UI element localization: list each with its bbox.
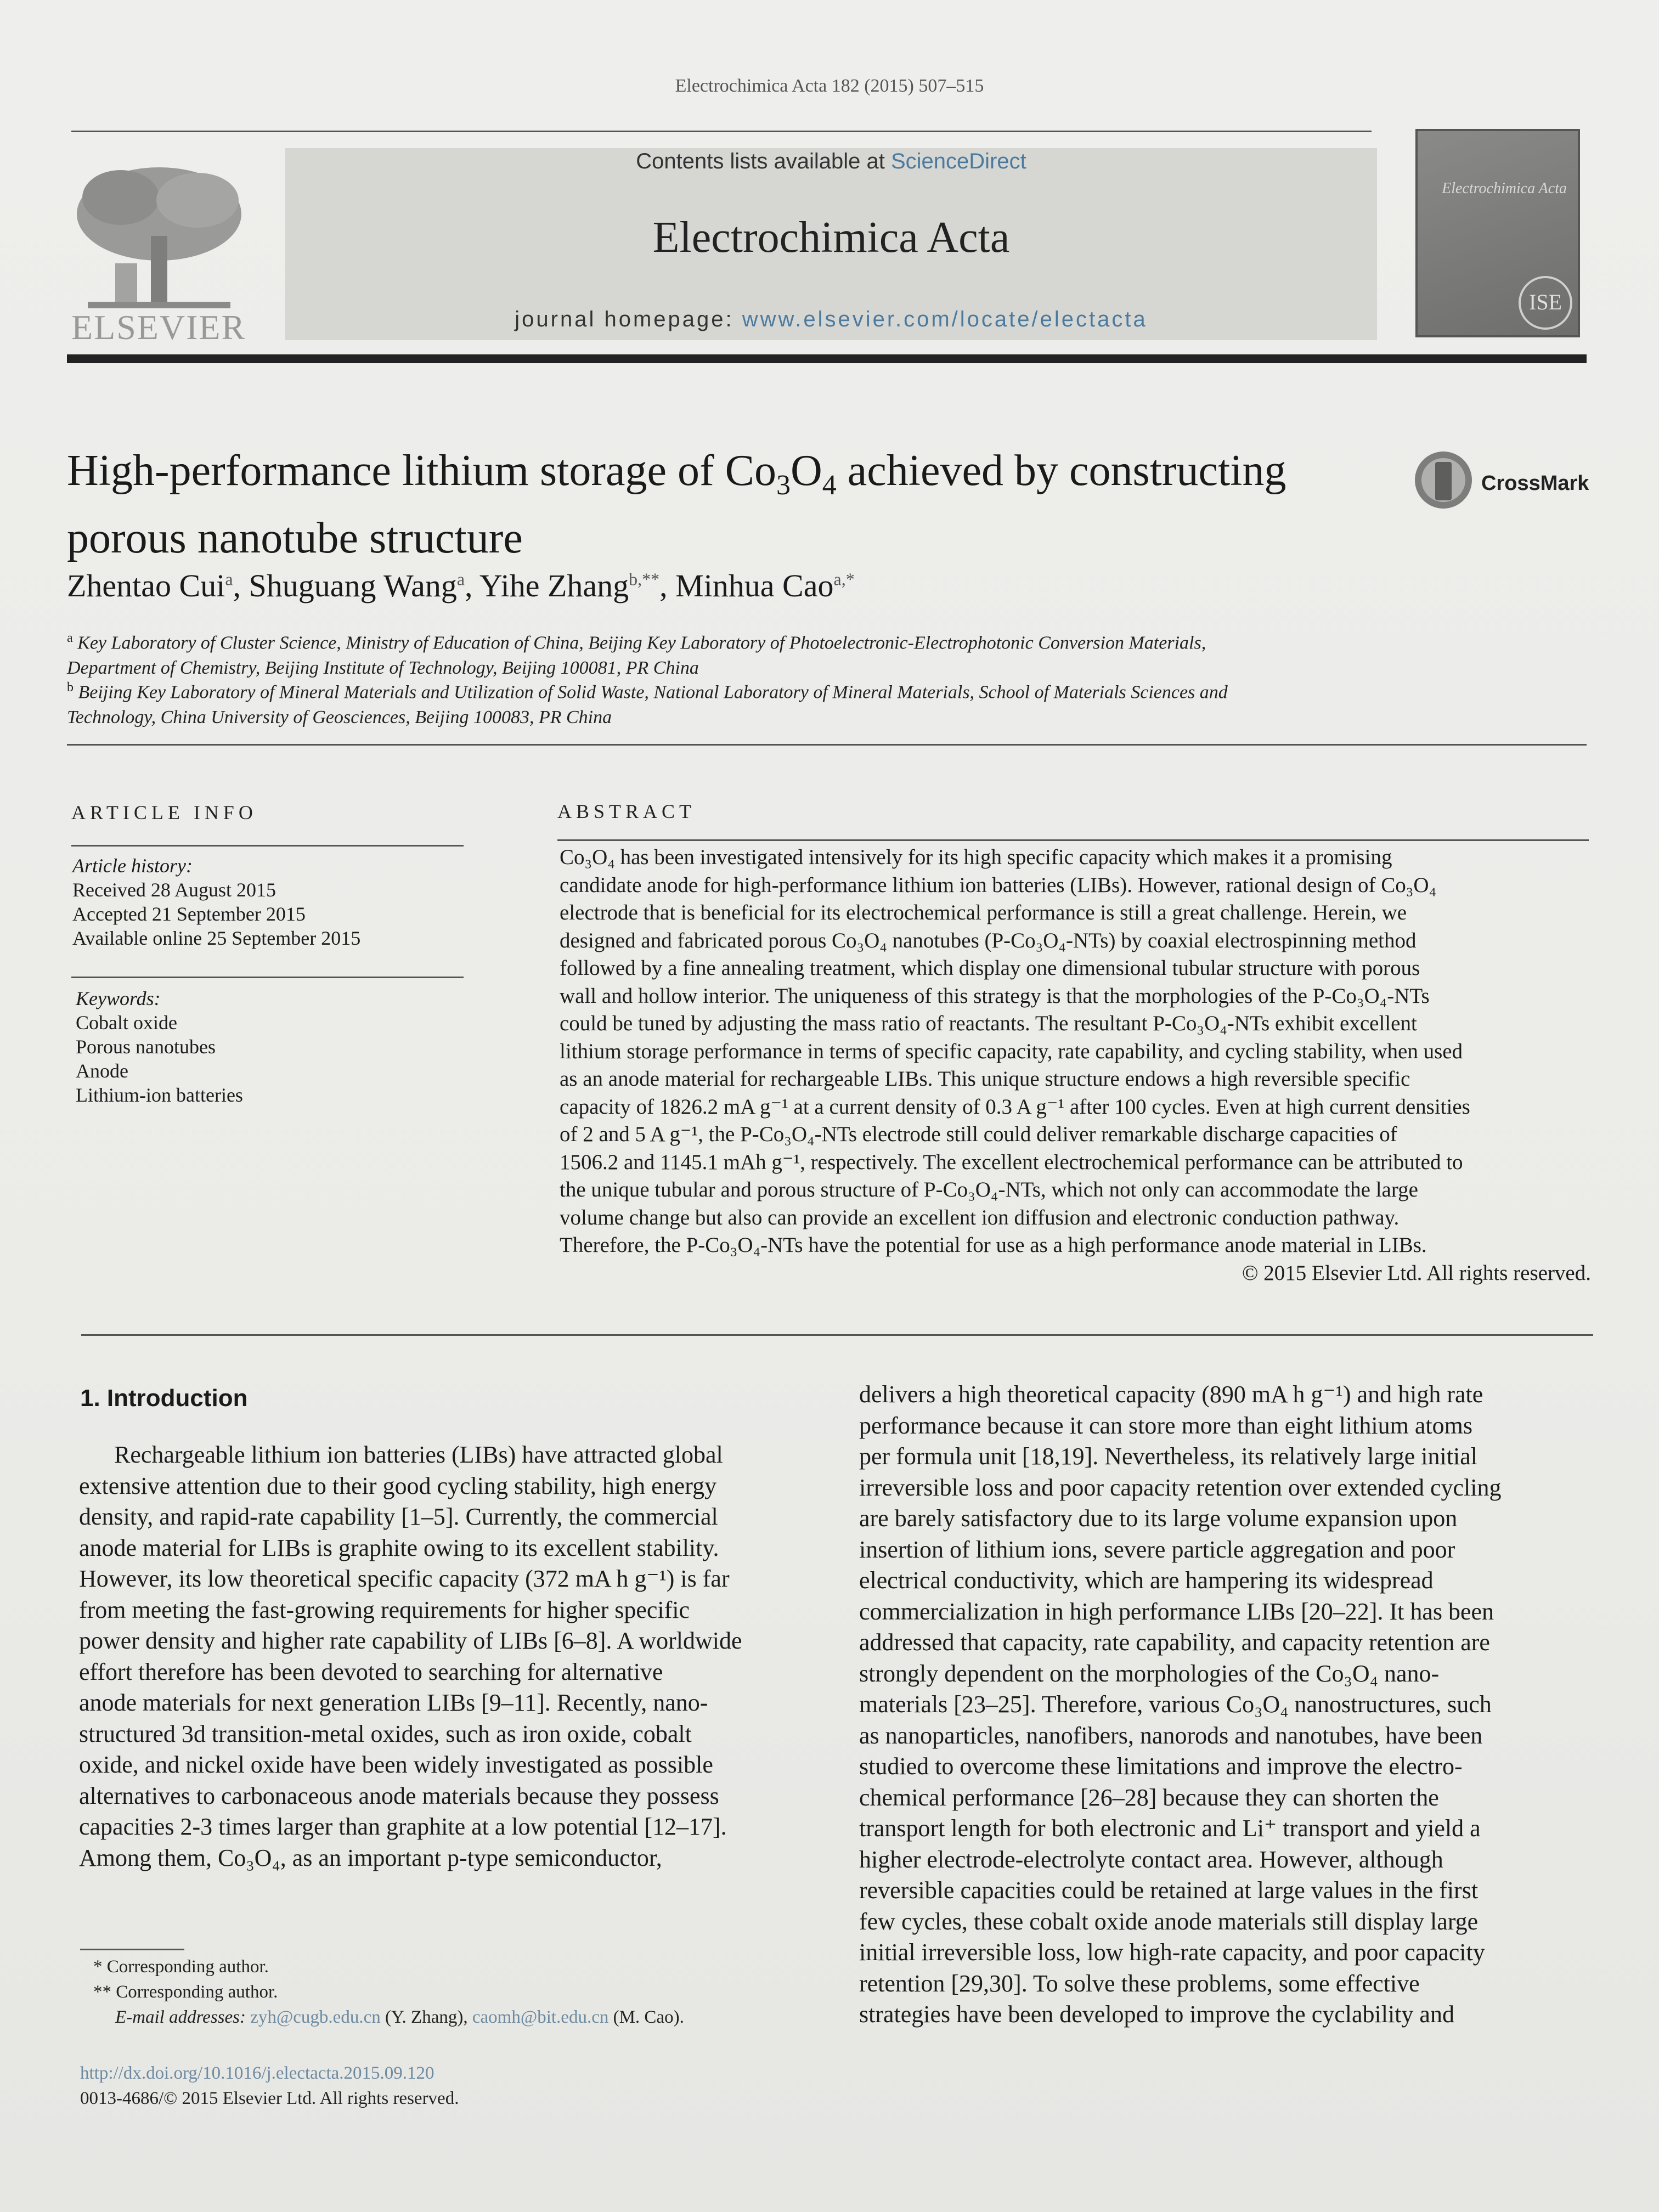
abstract-line: Co₃O₄ has been investigated intensively for its high specific capacity which makes it a promising: [560, 845, 1392, 869]
footnote-corresponding-1: * Corresponding author.: [93, 1957, 269, 1977]
affiliation-a: [67, 625, 1603, 681]
journal-cover: [1415, 129, 1580, 337]
body-line: anode material for LIBs is graphite owing to its excellent stability.: [79, 1534, 719, 1561]
abstract-line: wall and hollow interior. The uniqueness of this strategy is that the morphologies of the P-Co₃O₄-NTs: [560, 984, 1430, 1008]
body-line: studied to overcome these limitations and improve the electro-: [859, 1753, 1463, 1780]
author[interactable]: [479, 568, 659, 603]
journal-homepage: [285, 307, 1377, 332]
body-line: per formula unit [18,19]. Nevertheless, its relatively large initial: [859, 1443, 1477, 1470]
body-left-column: [79, 1440, 811, 1874]
abstract-line: candidate anode for high-performance lithium ion batteries (LIBs). However, rational design of Co₃O₄: [560, 873, 1437, 897]
email-link[interactable]: zyh@cugb.edu.cn: [250, 2007, 381, 2027]
contents-prefix: Contents lists available at: [636, 149, 891, 173]
abstract-line: designed and fabricated porous Co₃O₄ nanotubes (P-Co₃O₄-NTs) by coaxial electrospinning method: [560, 928, 1417, 952]
body-line: reversible capacities could be retained at large values in the first: [859, 1877, 1479, 1904]
abstract-label: ABSTRACT: [557, 800, 696, 822]
author[interactable]: [249, 568, 465, 603]
footnote-rule: [80, 1949, 184, 1950]
history-label: Article history:: [72, 855, 193, 877]
abstract-rule: [557, 839, 1589, 841]
body-line: power density and higher rate capability of LIBs [6–8]. A worldwide: [79, 1627, 742, 1654]
title-part: O: [790, 447, 822, 495]
email-owner: (Y. Zhang),: [385, 2007, 468, 2027]
affil-line: Key Laboratory of Cluster Science, Ministry of Education of China, Beijing Key Laboratory of Photoelectronic-Electrophotonic Conversion Materials,: [77, 633, 1206, 653]
body-line: retention [29,30]. To solve these problems, some effective: [859, 1970, 1420, 1997]
title-sub: 3: [776, 470, 791, 501]
footnote-corresponding-2: ** Corresponding author.: [93, 1982, 278, 2002]
abstract-line: capacity of 1826.2 mA g⁻¹ at a current density of 0.3 A g⁻¹ after 100 cycles. Even at high current densities: [560, 1094, 1470, 1119]
body-line: performance because it can store more than eight lithium atoms: [859, 1412, 1472, 1439]
crossmark-label[interactable]: CrossMark: [1481, 472, 1589, 495]
body-line: capacities 2-3 times larger than graphite at a low potential [12–17].: [79, 1813, 727, 1840]
email-label: E-mail addresses:: [115, 2007, 246, 2027]
abstract-text: [560, 844, 1591, 1287]
footnotes: [93, 1954, 806, 2030]
keywords-label: Keywords:: [76, 988, 161, 1009]
affiliation-b: [67, 675, 1603, 730]
journal-name: Electrochimica Acta: [652, 213, 1010, 262]
author-name[interactable]: Shuguang Wang: [249, 568, 457, 603]
info-rule-2: [71, 977, 464, 978]
body-line: delivers a high theoretical capacity (890 mA h g⁻¹) and high rate: [859, 1381, 1483, 1408]
body-line: from meeting the fast-growing requirements for higher specific: [79, 1596, 690, 1623]
body-line: as nanoparticles, nanofibers, nanorods and nanotubes, have been: [859, 1722, 1483, 1749]
abstract-line: followed by a fine annealing treatment, which display one dimensional tubular structure with porous: [560, 956, 1420, 980]
issn-line: 0013-4686/© 2015 Elsevier Ltd. All rights reserved.: [80, 2089, 459, 2108]
body-line: extensive attention due to their good cycling stability, high energy: [79, 1472, 717, 1499]
body-line: commercialization in high performance LIBs [20–22]. It has been: [859, 1598, 1494, 1625]
body-line: Rechargeable lithium ion batteries (LIBs) have attracted global: [114, 1441, 723, 1468]
sciencedirect-link[interactable]: ScienceDirect: [890, 149, 1026, 173]
body-right-column: [859, 1379, 1600, 2030]
keyword: Anode: [76, 1060, 128, 1082]
author-affil-mark: a: [225, 569, 233, 589]
title-line2: porous nanotube structure: [67, 514, 523, 562]
author[interactable]: [67, 568, 233, 603]
body-line: transport length for both electronic and Li⁺ transport and yield a: [859, 1815, 1481, 1842]
affil-mark: b: [67, 680, 74, 695]
article-title: [67, 444, 1411, 565]
masthead-thick-rule: [67, 354, 1587, 363]
body-line: alternatives to carbonaceous anode materials because they possess: [79, 1782, 719, 1809]
body-line: materials [23–25]. Therefore, various Co₃O₄ nanostructures, such: [859, 1691, 1492, 1718]
keyword: Cobalt oxide: [76, 1012, 177, 1034]
contents-line: [285, 149, 1377, 174]
abstract-line: as an anode material for rechargeable LIBs. This unique structure endows a high reversible specific: [560, 1067, 1410, 1091]
homepage-prefix: journal homepage:: [515, 307, 742, 331]
keyword: Porous nanotubes: [76, 1036, 216, 1058]
body-line: strategies have been developed to improve the cyclability and: [859, 2001, 1454, 2028]
body-line: few cycles, these cobalt oxide anode materials still display large: [859, 1908, 1479, 1935]
body-line: irreversible loss and poor capacity retention over extended cycling: [859, 1474, 1502, 1501]
body-line: effort therefore has been devoted to searching for alternative: [79, 1658, 663, 1685]
doi-block: [80, 2061, 793, 2111]
body-line: However, its low theoretical specific capacity (372 mA h g⁻¹) is far: [79, 1565, 730, 1592]
abstract-bottom-rule: [81, 1334, 1593, 1336]
running-header: Electrochimica Acta 182 (2015) 507–515: [675, 76, 984, 96]
history-received: Received 28 August 2015: [72, 879, 276, 901]
author-name[interactable]: Zhentao Cui: [67, 568, 225, 603]
abstract-line: electrode that is beneficial for its electrochemical performance is still a great challenge. Herein, we: [560, 901, 1407, 924]
body-line: initial irreversible loss, low high-rate capacity, and poor capacity: [859, 1939, 1485, 1966]
affil-line: Technology, China University of Geosciences, Beijing 100083, PR China: [67, 707, 612, 728]
body-line: oxide, and nickel oxide have been widely investigated as possible: [79, 1751, 713, 1778]
affil-line: Beijing Key Laboratory of Mineral Materials and Utilization of Solid Waste, National Laboratory of Mineral Materials, School of Materials Sciences and: [78, 682, 1228, 703]
author-affil-mark: b,**: [629, 569, 660, 589]
author-affil-mark: a,*: [833, 569, 855, 589]
abstract-line: Therefore, the P-Co₃O₄-NTs have the potential for use as a high performance anode material in LIBs.: [560, 1233, 1427, 1257]
abstract-line: lithium storage performance in terms of specific capacity, rate capability, and cycling stability, when used: [560, 1039, 1463, 1063]
body-line: structured 3d transition-metal oxides, such as iron oxide, cobalt: [79, 1720, 692, 1747]
abstract-line: the unique tubular and porous structure of P-Co₃O₄-NTs, which not only can accommodate the large: [560, 1178, 1418, 1201]
body-line: electrical conductivity, which are hampering its widespread: [859, 1567, 1434, 1594]
body-line: density, and rapid-rate capability [1–5]. Currently, the commercial: [79, 1503, 718, 1530]
cover-title: Electrochimica Acta: [1442, 180, 1567, 197]
info-rule: [71, 845, 464, 847]
history-accepted: Accepted 21 September 2015: [72, 903, 306, 925]
affil-mark: a: [67, 631, 73, 645]
body-line: are barely satisfactory due to its large volume expansion upon: [859, 1505, 1458, 1532]
body-line: insertion of lithium ions, severe particle aggregation and poor: [859, 1536, 1455, 1563]
homepage-link[interactable]: www.elsevier.com/locate/electacta: [742, 307, 1148, 331]
abstract-copyright: © 2015 Elsevier Ltd. All rights reserved.: [1242, 1261, 1591, 1285]
article-info-label: ARTICLE INFO: [71, 802, 257, 823]
crossmark-icon[interactable]: [1413, 450, 1474, 510]
doi-link[interactable]: http://dx.doi.org/10.1016/j.electacta.2015.09.120: [80, 2063, 435, 2083]
author-name[interactable]: Minhua Cao: [675, 568, 834, 603]
author[interactable]: [675, 568, 855, 603]
author-name[interactable]: Yihe Zhang: [479, 568, 629, 603]
email-link[interactable]: caomh@bit.edu.cn: [472, 2007, 609, 2027]
body-line: strongly dependent on the morphologies of the Co₃O₄ nano-: [859, 1660, 1440, 1687]
abstract-line: could be tuned by adjusting the mass ratio of reactants. The resultant P-Co₃O₄-NTs exhibit excellent: [560, 1012, 1417, 1035]
body-line: higher electrode-electrolyte contact area. However, although: [859, 1846, 1443, 1873]
elsevier-wordmark: ELSEVIER: [71, 308, 246, 347]
article-history: [72, 854, 456, 950]
title-part: High-performance lithium storage of Co: [67, 447, 776, 495]
body-line: anode materials for next generation LIBs [9–11]. Recently, nano-: [79, 1689, 708, 1716]
affil-line: Department of Chemistry, Beijing Institute of Technology, Beijing 100081, PR China: [67, 658, 699, 679]
body-line: Among them, Co₃O₄, as an important p-type semiconductor,: [79, 1844, 662, 1871]
title-part: achieved by constructing: [836, 447, 1286, 495]
section-heading-introduction: 1. Introduction: [80, 1385, 248, 1412]
keywords: [76, 986, 460, 1107]
author-list: Zhentao Cui$^a$, Shuguang Wang$^a$, Yihe Zhang$^{b,**}$, Minhua Cao$^{a,*}$: [67, 568, 855, 603]
abstract-line: volume change but also can provide an excellent ion diffusion and electronic conduction pathway.: [560, 1205, 1400, 1229]
author-affil-mark: a: [456, 569, 465, 589]
body-line: chemical performance [26–28] because they can shorten the: [859, 1784, 1439, 1811]
header-rule: [71, 131, 1372, 132]
history-online: Available online 25 September 2015: [72, 927, 361, 949]
affil-rule: [67, 744, 1587, 746]
abstract-line: of 2 and 5 A g⁻¹, the P-Co₃O₄-NTs electrode still could deliver remarkable discharge capacities of: [560, 1122, 1397, 1146]
ise-badge: ISE: [1519, 276, 1572, 330]
footnote-emails: [93, 2005, 806, 2030]
keyword: Lithium-ion batteries: [76, 1084, 243, 1106]
title-sub: 4: [822, 470, 837, 501]
abstract-line: 1506.2 and 1145.1 mAh g⁻¹, respectively. The excellent electrochemical performance can be attributed to: [560, 1150, 1463, 1174]
body-line: addressed that capacity, rate capability, and capacity retention are: [859, 1629, 1490, 1656]
email-owner: (M. Cao).: [613, 2007, 684, 2027]
